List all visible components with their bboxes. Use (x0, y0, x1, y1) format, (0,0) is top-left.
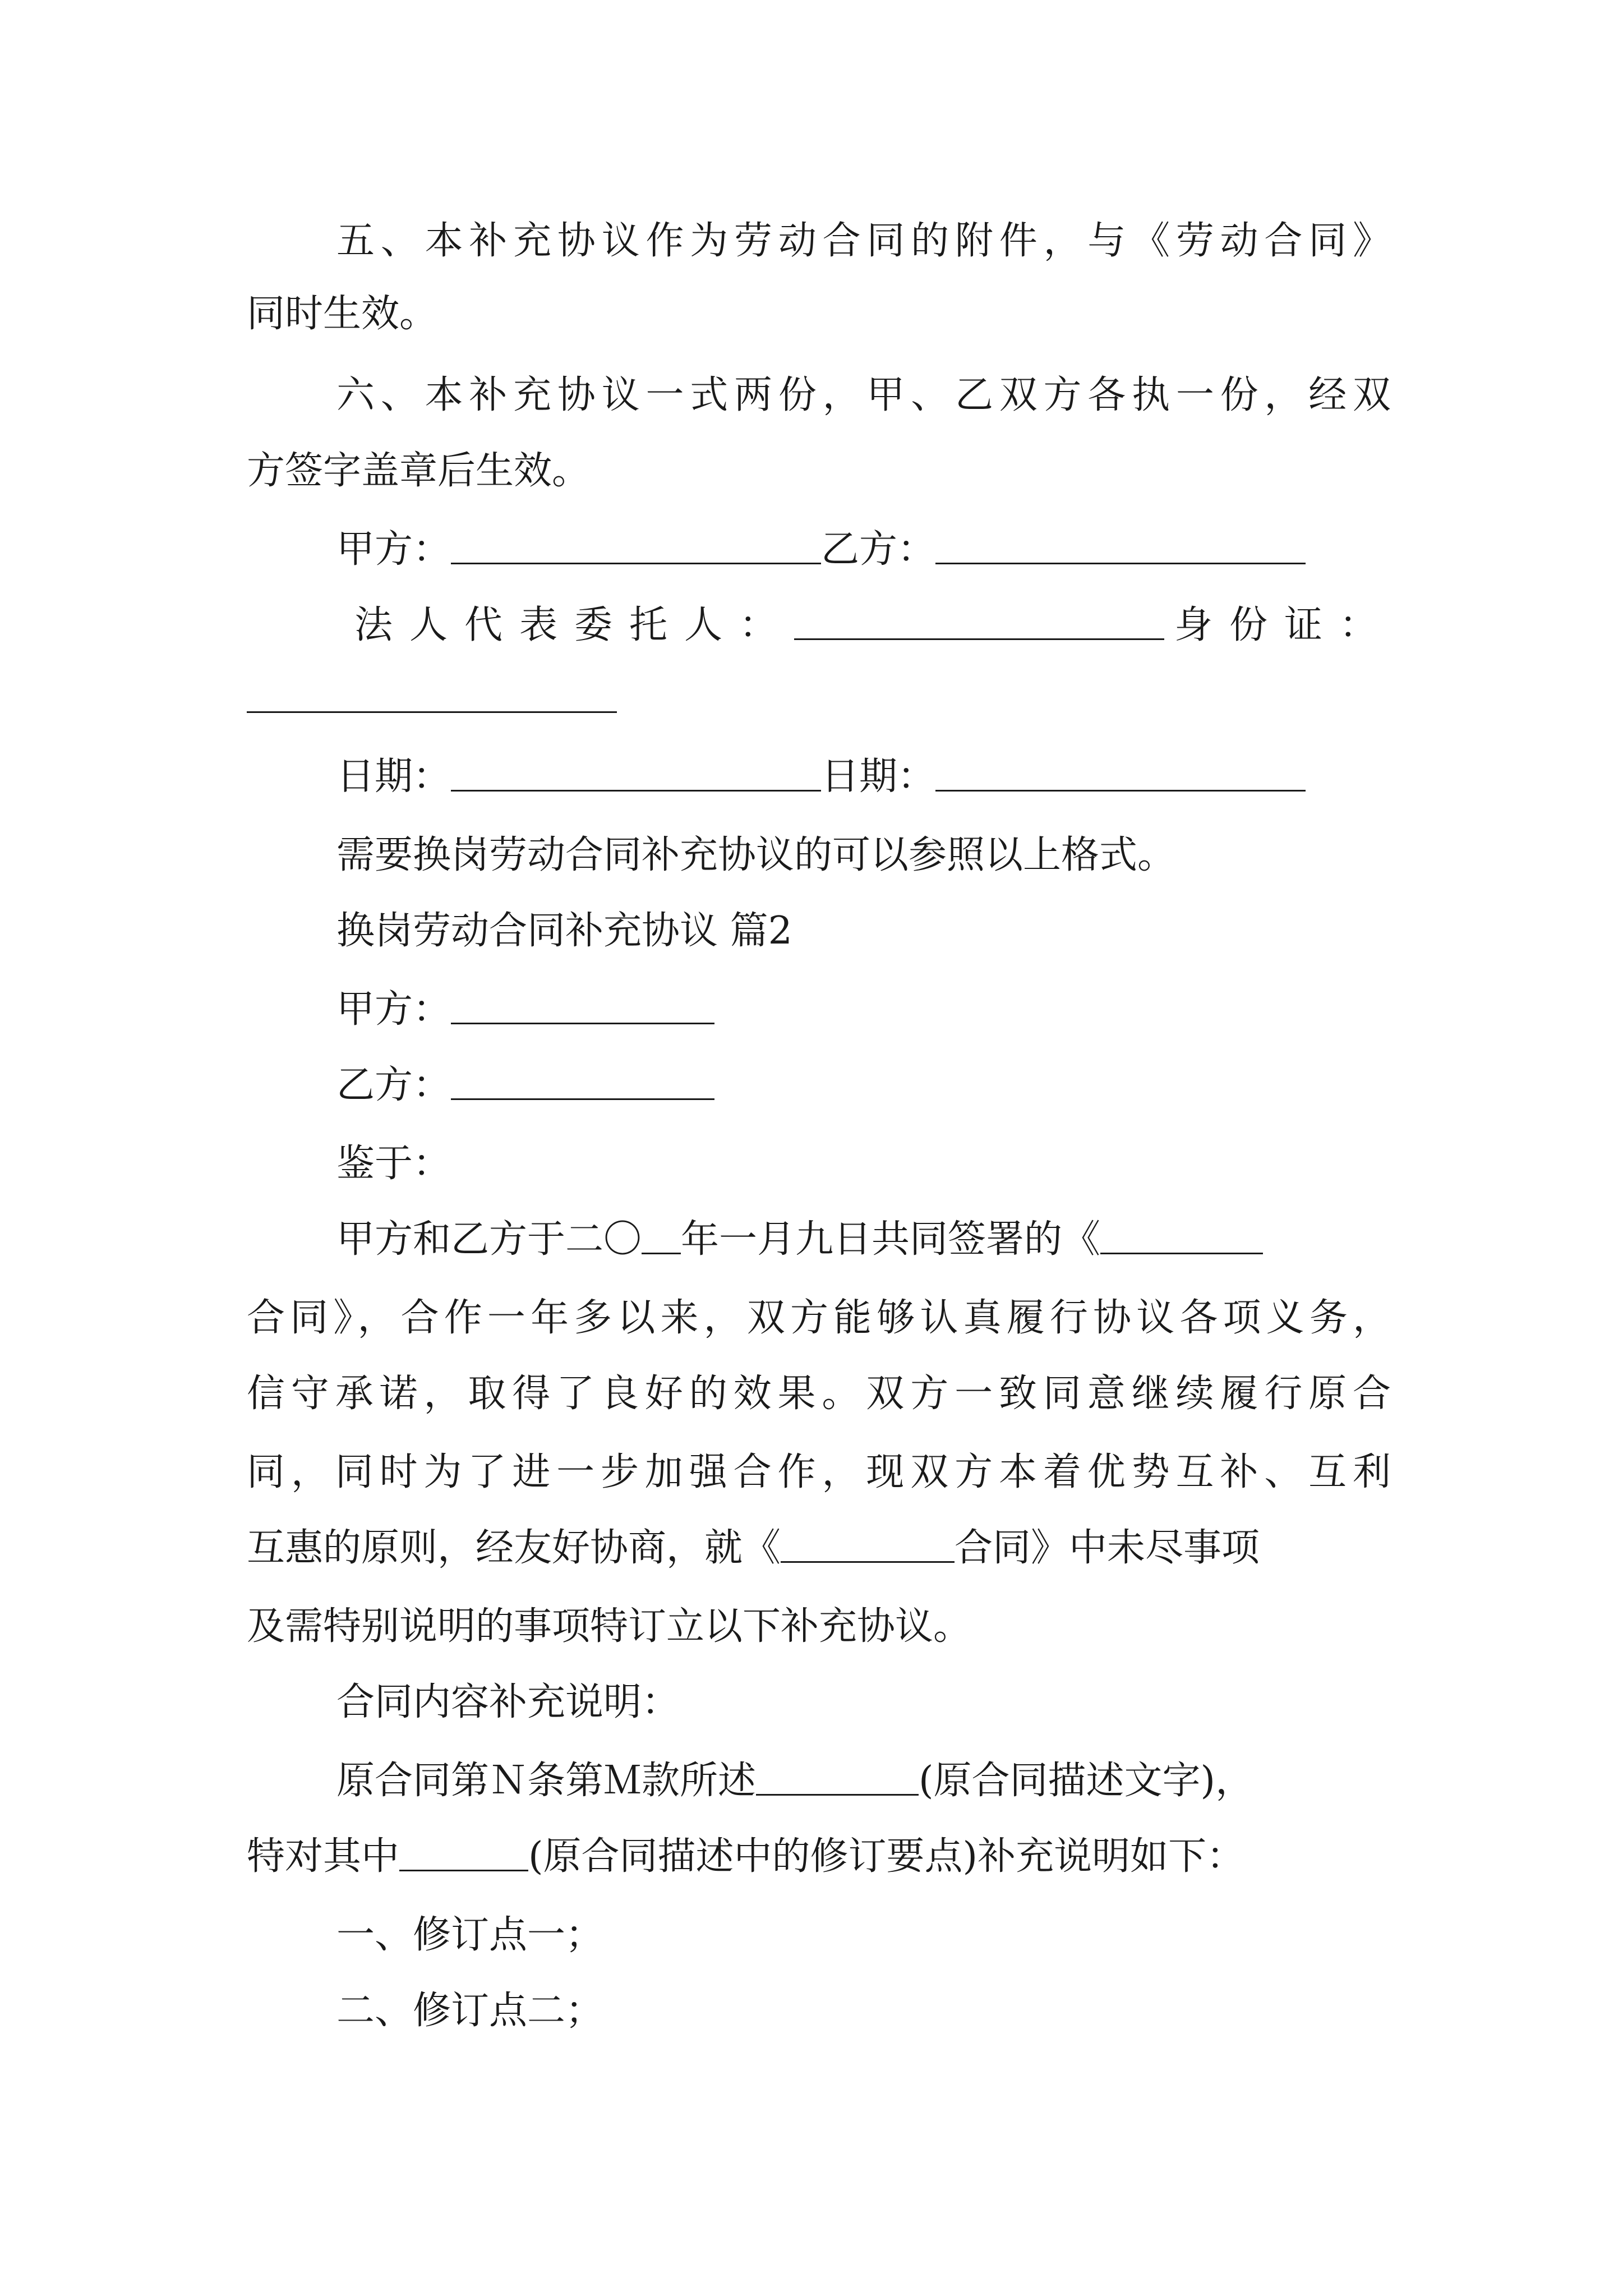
whereas-para-line-2: 合同》，合作一年多以来，双方能够认真履行协议各项义务， (247, 1296, 1391, 1340)
revision-item-2: 二、修订点二； (336, 1989, 604, 2033)
date-a-blank (451, 756, 821, 792)
clause-6-line-2: 方签字盖章后生效。 (247, 449, 591, 493)
date-b-blank (935, 756, 1306, 792)
party-b-signature-blank (935, 529, 1306, 564)
whereas-para-line-5-end: 合同》中未尽事项 (955, 1526, 1260, 1570)
supplement-para-line-2 (247, 1829, 1391, 1885)
whereas-para-line-1 (336, 1212, 1391, 1268)
clause-5-line-1: 五、本补充协议作为劳动合同的附件，与《劳动合同》 (336, 219, 1391, 263)
supplement-para-line-2-start: 特对其中 (247, 1834, 400, 1879)
supplement-heading: 合同内容补充说明： (336, 1680, 680, 1724)
article-2-heading: 换岗劳动合同补充协议 篇2 (336, 909, 792, 953)
clause-6-line-1: 六、本补充协议一式两份，甲、乙双方各执一份，经双 (336, 373, 1391, 417)
party-a-signature-blank (451, 529, 821, 564)
signature-parties-row (336, 522, 1391, 578)
whereas-para-line-1-start: 甲方和乙方于二〇 (336, 1217, 642, 1262)
date-row (336, 749, 1391, 805)
date-a-label: 日期： (336, 754, 451, 799)
whereas-para-line-3: 信守承诺，取得了良好的效果。双方一致同意继续履行原合 (247, 1372, 1391, 1416)
supplement-para-line-1-end: (原合同描述文字)， (919, 1759, 1254, 1803)
party-b-label: 乙方： (821, 527, 936, 572)
date-b-label: 日期： (821, 754, 936, 799)
supplement-para-line-1-start: 原合同第Ｎ条第Ｍ款所述 (336, 1759, 757, 1803)
revision-item-1: 一、修订点一； (336, 1913, 604, 1957)
whereas-heading: 鉴于： (336, 1142, 451, 1186)
contract-name-blank (1100, 1219, 1263, 1254)
year-blank (642, 1219, 681, 1254)
legal-representative-blank (794, 605, 1164, 640)
article-2-party-b-row (336, 1057, 1391, 1114)
whereas-para-line-4: 同，同时为了进一步加强合作，现双方本着优势互补、互利 (247, 1450, 1391, 1494)
article-2-party-b-label: 乙方： (336, 1063, 451, 1107)
reference-note: 需要换岗劳动合同补充协议的可以参照以上格式。 (336, 833, 1176, 877)
article-2-party-a-label: 甲方： (336, 987, 451, 1032)
clause-5-line-2: 同时生效。 (247, 292, 438, 336)
supplement-para-line-2-end: (原合同描述中的修订要点)补充说明如下： (528, 1834, 1245, 1879)
legal-representative-label: 法人代表委托人： (354, 603, 795, 647)
article-2-party-a-blank (451, 989, 714, 1024)
legal-representative-row (354, 597, 1409, 654)
revision-point-blank (399, 1836, 528, 1871)
id-card-label: 身份证： (1174, 603, 1395, 647)
whereas-para-line-5-start: 互惠的原则，经友好协商，就《 (247, 1526, 781, 1570)
original-text-blank (756, 1760, 919, 1796)
party-a-label: 甲方： (336, 527, 451, 572)
article-2-party-b-blank (451, 1065, 714, 1100)
whereas-para-line-6: 及需特别说明的事项特订立以下补充协议。 (247, 1604, 972, 1649)
whereas-para-line-5 (247, 1520, 1391, 1576)
article-2-party-a-row (336, 982, 1391, 1038)
id-card-row (247, 670, 1391, 726)
contract-name-blank-2 (781, 1527, 955, 1563)
whereas-para-line-1-end: 年一月九日共同签署的《 (681, 1217, 1101, 1262)
id-card-blank (247, 678, 617, 713)
supplement-para-line-1 (336, 1753, 1391, 1809)
